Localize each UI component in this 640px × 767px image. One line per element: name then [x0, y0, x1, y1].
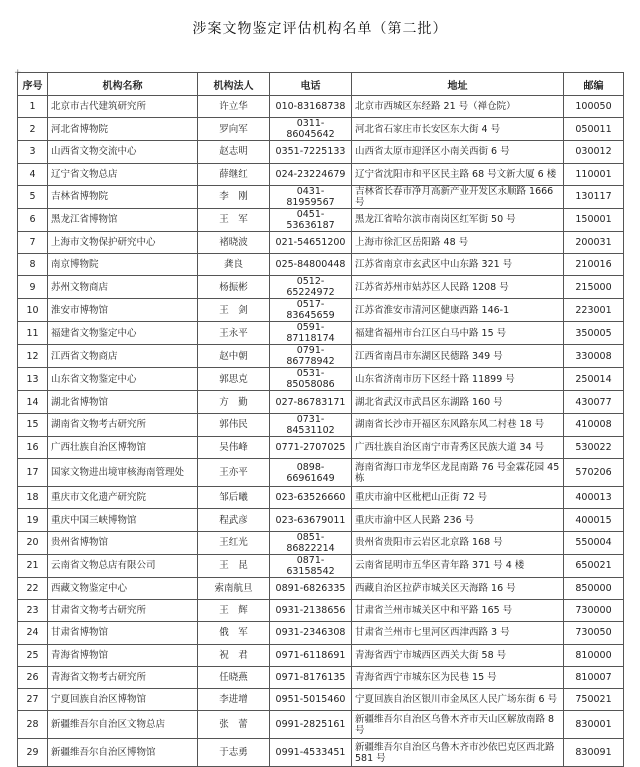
address: 吉林省长春市净月高新产业开发区永顺路 1666 号 — [352, 185, 564, 208]
postcode: 410008 — [564, 413, 624, 436]
table-row — [18, 254, 624, 276]
address: 北京市西城区东经路 21 号（禅仓院） — [352, 96, 564, 118]
row-index: 5 — [18, 185, 48, 208]
address: 江苏省淮安市清河区健康西路 146-1 — [352, 299, 564, 322]
address: 上海市徐汇区岳阳路 48 号 — [352, 231, 564, 253]
legal-representative: 于志勇 — [198, 739, 270, 767]
table-row — [18, 509, 624, 531]
legal-representative: 索南航旦 — [198, 577, 270, 599]
phone-number: 0971-8176135 — [270, 666, 352, 688]
address: 重庆市渝中区人民路 236 号 — [352, 509, 564, 531]
phone-number: 0898-66961649 — [270, 459, 352, 487]
phone-number: 0591-87118174 — [270, 322, 352, 345]
institution-name: 云南省文物总店有限公司 — [48, 554, 198, 577]
institution-name: 西藏文物鉴定中心 — [48, 577, 198, 599]
institution-name: 湖北省博物馆 — [48, 391, 198, 413]
table-row — [18, 577, 624, 599]
row-index: 20 — [18, 531, 48, 554]
institution-table — [17, 72, 624, 767]
legal-representative: 王 辉 — [198, 599, 270, 621]
legal-representative: 许立华 — [198, 96, 270, 118]
address: 青海省西宁市城东区为民巷 15 号 — [352, 666, 564, 688]
phone-number: 023-63679011 — [270, 509, 352, 531]
legal-representative: 王 昆 — [198, 554, 270, 577]
legal-representative: 邹后曦 — [198, 487, 270, 509]
address: 河北省石家庄市长安区东大街 4 号 — [352, 118, 564, 141]
legal-representative: 王 剑 — [198, 299, 270, 322]
header-index: 序号 — [18, 73, 48, 96]
institution-name: 山西省文物交流中心 — [48, 141, 198, 163]
legal-representative: 褚晓波 — [198, 231, 270, 253]
postcode: 050011 — [564, 118, 624, 141]
row-index: 3 — [18, 141, 48, 163]
header-address: 地址 — [352, 73, 564, 96]
institution-name: 淮安市博物馆 — [48, 299, 198, 322]
table-row — [18, 711, 624, 739]
postcode: 330008 — [564, 345, 624, 368]
institution-name: 宁夏回族自治区博物馆 — [48, 689, 198, 711]
legal-representative: 赵中朝 — [198, 345, 270, 368]
phone-number: 0791-86778942 — [270, 345, 352, 368]
phone-number: 0951-5015460 — [270, 689, 352, 711]
table-row — [18, 141, 624, 163]
postcode: 210016 — [564, 254, 624, 276]
row-index: 29 — [18, 739, 48, 767]
address: 甘肃省兰州市七里河区西津西路 3 号 — [352, 622, 564, 644]
phone-number: 010-83168738 — [270, 96, 352, 118]
institution-name: 新疆维吾尔自治区文物总店 — [48, 711, 198, 739]
institution-name: 重庆市文化遗产研究院 — [48, 487, 198, 509]
address: 湖南省长沙市开福区东风路东风二村巷 18 号 — [352, 413, 564, 436]
phone-number: 025-84800448 — [270, 254, 352, 276]
row-index: 8 — [18, 254, 48, 276]
address: 福建省福州市台江区白马中路 15 号 — [352, 322, 564, 345]
legal-representative: 薛继红 — [198, 163, 270, 185]
legal-representative: 王永平 — [198, 322, 270, 345]
row-index: 23 — [18, 599, 48, 621]
phone-number: 0851-86822214 — [270, 531, 352, 554]
row-index: 12 — [18, 345, 48, 368]
row-index: 22 — [18, 577, 48, 599]
legal-representative: 祝 君 — [198, 644, 270, 666]
table-row — [18, 163, 624, 185]
institution-name: 辽宁省文物总店 — [48, 163, 198, 185]
phone-number: 0451-53636187 — [270, 208, 352, 231]
address: 山西省太原市迎泽区小南关西街 6 号 — [352, 141, 564, 163]
institution-name: 甘肃省博物馆 — [48, 622, 198, 644]
row-index: 2 — [18, 118, 48, 141]
institution-name: 湖南省文物考古研究所 — [48, 413, 198, 436]
phone-number: 0891-6826335 — [270, 577, 352, 599]
row-index: 27 — [18, 689, 48, 711]
address: 江苏省苏州市姑苏区人民路 1208 号 — [352, 276, 564, 299]
legal-representative: 郭伟民 — [198, 413, 270, 436]
row-index: 25 — [18, 644, 48, 666]
legal-representative: 方 勤 — [198, 391, 270, 413]
row-index: 24 — [18, 622, 48, 644]
phone-number: 0731-84531102 — [270, 413, 352, 436]
institution-name: 江西省文物商店 — [48, 345, 198, 368]
row-index: 4 — [18, 163, 48, 185]
postcode: 150001 — [564, 208, 624, 231]
table-row — [18, 368, 624, 391]
table-row — [18, 554, 624, 577]
table-row — [18, 739, 624, 767]
header-postcode: 邮编 — [564, 73, 624, 96]
phone-number: 0971-6118691 — [270, 644, 352, 666]
row-index: 14 — [18, 391, 48, 413]
postcode: 810000 — [564, 644, 624, 666]
row-index: 17 — [18, 459, 48, 487]
address: 甘肃省兰州市城关区中和平路 165 号 — [352, 599, 564, 621]
phone-number: 0431-81959567 — [270, 185, 352, 208]
legal-representative: 王 军 — [198, 208, 270, 231]
postcode: 215000 — [564, 276, 624, 299]
postcode: 130117 — [564, 185, 624, 208]
postcode: 550004 — [564, 531, 624, 554]
row-index: 16 — [18, 436, 48, 458]
institution-name: 贵州省博物馆 — [48, 531, 198, 554]
phone-number: 0512-65224972 — [270, 276, 352, 299]
legal-representative: 俄 军 — [198, 622, 270, 644]
phone-number: 0991-4533451 — [270, 739, 352, 767]
postcode: 570206 — [564, 459, 624, 487]
table-row — [18, 231, 624, 253]
postcode: 530022 — [564, 436, 624, 458]
postcode: 810007 — [564, 666, 624, 688]
document-title: 涉案文物鉴定评估机构名单（第二批） — [192, 21, 448, 37]
address: 江西省南昌市东湖区民德路 349 号 — [352, 345, 564, 368]
phone-number: 0991-2825161 — [270, 711, 352, 739]
postcode: 730000 — [564, 599, 624, 621]
phone-number: 023-63526660 — [270, 487, 352, 509]
row-index: 6 — [18, 208, 48, 231]
row-index: 19 — [18, 509, 48, 531]
address: 海南省海口市龙华区龙昆南路 76 号金霖花园 45 栋 — [352, 459, 564, 487]
legal-representative: 王红光 — [198, 531, 270, 554]
institution-name: 甘肃省文物考古研究所 — [48, 599, 198, 621]
row-index: 11 — [18, 322, 48, 345]
table-move-handle-icon: + — [14, 68, 22, 78]
table-row — [18, 276, 624, 299]
row-index: 7 — [18, 231, 48, 253]
postcode: 350005 — [564, 322, 624, 345]
legal-representative: 任晓燕 — [198, 666, 270, 688]
address: 宁夏回族自治区银川市金凤区人民广场东街 6 号 — [352, 689, 564, 711]
table-row — [18, 391, 624, 413]
address: 辽宁省沈阳市和平区民主路 68 号文新大厦 6 楼 — [352, 163, 564, 185]
phone-number: 0311-86045642 — [270, 118, 352, 141]
postcode: 650021 — [564, 554, 624, 577]
legal-representative: 罗向军 — [198, 118, 270, 141]
institution-name: 福建省文物鉴定中心 — [48, 322, 198, 345]
table-row — [18, 599, 624, 621]
legal-representative: 张 蕾 — [198, 711, 270, 739]
institution-name: 山东省文物鉴定中心 — [48, 368, 198, 391]
postcode: 750021 — [564, 689, 624, 711]
address: 湖北省武汉市武昌区东湖路 160 号 — [352, 391, 564, 413]
postcode: 850000 — [564, 577, 624, 599]
institution-name: 广西壮族自治区博物馆 — [48, 436, 198, 458]
table-row — [18, 299, 624, 322]
postcode: 730050 — [564, 622, 624, 644]
table-row — [18, 487, 624, 509]
row-index: 15 — [18, 413, 48, 436]
institution-name: 重庆中国三峡博物馆 — [48, 509, 198, 531]
table-row — [18, 459, 624, 487]
table-row — [18, 322, 624, 345]
phone-number: 021-54651200 — [270, 231, 352, 253]
header-legal-rep: 机构法人 — [198, 73, 270, 96]
row-index: 21 — [18, 554, 48, 577]
address: 云南省昆明市五华区青年路 371 号 4 楼 — [352, 554, 564, 577]
postcode: 430077 — [564, 391, 624, 413]
address: 青海省西宁市城西区西关大街 58 号 — [352, 644, 564, 666]
row-index: 9 — [18, 276, 48, 299]
postcode: 400015 — [564, 509, 624, 531]
address: 黑龙江省哈尔滨市南岗区红军街 50 号 — [352, 208, 564, 231]
row-index: 26 — [18, 666, 48, 688]
address: 西藏自治区拉萨市城关区天海路 16 号 — [352, 577, 564, 599]
table-row — [18, 185, 624, 208]
institution-name: 北京市古代建筑研究所 — [48, 96, 198, 118]
row-index: 13 — [18, 368, 48, 391]
table-row — [18, 689, 624, 711]
table-row — [18, 413, 624, 436]
table-row — [18, 345, 624, 368]
legal-representative: 吴伟峰 — [198, 436, 270, 458]
table-row — [18, 118, 624, 141]
table-header-row — [18, 73, 624, 96]
postcode: 830091 — [564, 739, 624, 767]
row-index: 28 — [18, 711, 48, 739]
institution-name: 吉林省博物院 — [48, 185, 198, 208]
legal-representative: 赵志明 — [198, 141, 270, 163]
legal-representative: 李进增 — [198, 689, 270, 711]
phone-number: 0931-2346308 — [270, 622, 352, 644]
postcode: 250014 — [564, 368, 624, 391]
row-index: 1 — [18, 96, 48, 118]
phone-number: 0871-63158542 — [270, 554, 352, 577]
postcode: 100050 — [564, 96, 624, 118]
table-row — [18, 96, 624, 118]
legal-representative: 李 刚 — [198, 185, 270, 208]
postcode: 110001 — [564, 163, 624, 185]
postcode: 223001 — [564, 299, 624, 322]
phone-number: 0771-2707025 — [270, 436, 352, 458]
institution-name: 新疆维吾尔自治区博物馆 — [48, 739, 198, 767]
postcode: 200031 — [564, 231, 624, 253]
phone-number: 027-86783171 — [270, 391, 352, 413]
table-row — [18, 666, 624, 688]
address: 广西壮族自治区南宁市青秀区民族大道 34 号 — [352, 436, 564, 458]
legal-representative: 程武彦 — [198, 509, 270, 531]
table-row — [18, 208, 624, 231]
institution-name: 国家文物进出境审核海南管理处 — [48, 459, 198, 487]
legal-representative: 王亦平 — [198, 459, 270, 487]
address: 江苏省南京市玄武区中山东路 321 号 — [352, 254, 564, 276]
phone-number: 0517-83645659 — [270, 299, 352, 322]
legal-representative: 郭思克 — [198, 368, 270, 391]
institution-name: 青海省文物考古研究所 — [48, 666, 198, 688]
address: 山东省济南市历下区经十路 11899 号 — [352, 368, 564, 391]
header-phone: 电话 — [270, 73, 352, 96]
row-index: 18 — [18, 487, 48, 509]
address: 新疆维吾尔自治区乌鲁木齐市沙依巴克区西北路 581 号 — [352, 739, 564, 767]
postcode: 030012 — [564, 141, 624, 163]
address: 重庆市渝中区枇杷山正街 72 号 — [352, 487, 564, 509]
legal-representative: 杨振彬 — [198, 276, 270, 299]
phone-number: 0351-7225133 — [270, 141, 352, 163]
row-index: 10 — [18, 299, 48, 322]
address: 贵州省贵阳市云岩区北京路 168 号 — [352, 531, 564, 554]
table-row — [18, 644, 624, 666]
institution-name: 南京博物院 — [48, 254, 198, 276]
postcode: 830001 — [564, 711, 624, 739]
institution-name: 黑龙江省博物馆 — [48, 208, 198, 231]
table-row — [18, 622, 624, 644]
institution-name: 上海市文物保护研究中心 — [48, 231, 198, 253]
institution-name: 河北省博物院 — [48, 118, 198, 141]
address: 新疆维吾尔自治区乌鲁木齐市天山区解放南路 8 号 — [352, 711, 564, 739]
phone-number: 0931-2138656 — [270, 599, 352, 621]
institution-name: 苏州文物商店 — [48, 276, 198, 299]
phone-number: 0531-85058086 — [270, 368, 352, 391]
table-row — [18, 531, 624, 554]
phone-number: 024-23224679 — [270, 163, 352, 185]
postcode: 400013 — [564, 487, 624, 509]
header-name: 机构名称 — [48, 73, 198, 96]
institution-name: 青海省博物馆 — [48, 644, 198, 666]
legal-representative: 龚良 — [198, 254, 270, 276]
table-row — [18, 436, 624, 458]
